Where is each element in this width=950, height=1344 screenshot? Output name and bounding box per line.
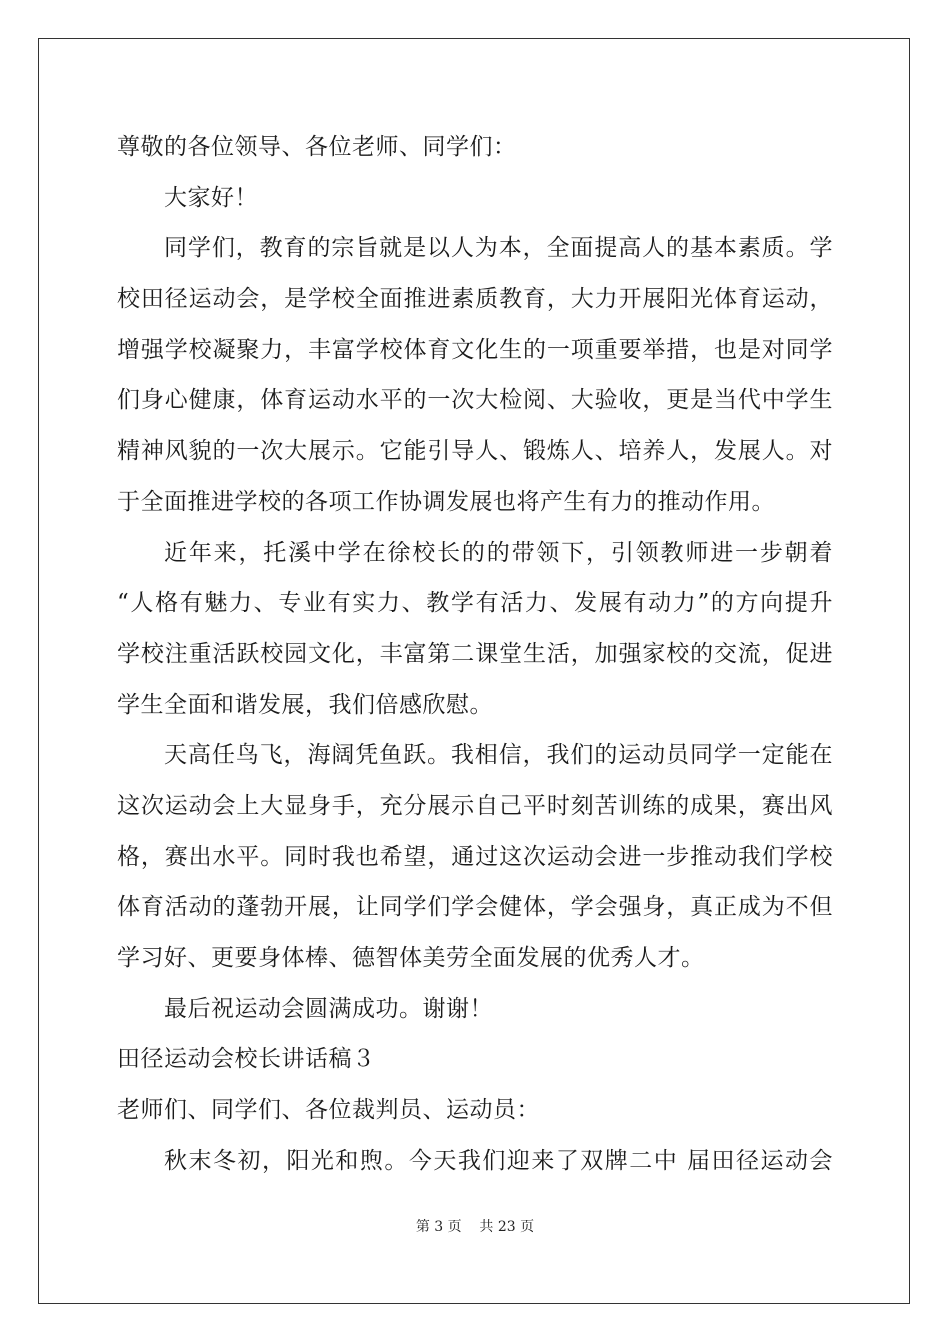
document-body <box>117 122 833 1186</box>
text-line: 学生全面和谐发展，我们倍感欣慰。 <box>117 691 493 718</box>
page-footer <box>0 1216 950 1236</box>
text-line: 老师们、同学们、各位裁判员、运动员： <box>117 1097 540 1124</box>
text-line: 增强学校凝聚力，丰富学校体育文化生的一项重要举措，也是对同学 <box>117 336 833 363</box>
text-line: 天高任鸟飞，海阔凭鱼跃。我相信，我们的运动员同学一定能在 <box>164 742 833 769</box>
section-heading: 田径运动会校长讲话稿３ <box>117 1046 376 1073</box>
text-line: 于全面推进学校的各项工作协调发展也将产生有力的推动作用。 <box>117 488 775 515</box>
text-line: 学校注重活跃校园文化，丰富第二课堂生活，加强家校的交流，促进 <box>117 640 833 667</box>
text-line: 秋末冬初，阳光和煦。今天我们迎来了双牌二中 届田径运动会 <box>164 1147 833 1174</box>
page-number-label: 第 3 页 共 23 页 <box>415 1219 535 1235</box>
text-line: “人格有魅力、专业有实力、教学有活力、发展有动力”的方向提升 <box>117 590 833 617</box>
text-line: 近年来，托溪中学在徐校长的的带领下，引领教师进一步朝着 <box>164 539 833 566</box>
text-line: 学习好、更要身体棒、德智体美劳全面发展的优秀人才。 <box>117 945 705 971</box>
text-line: 尊敬的各位领导、各位老师、同学们： <box>117 134 517 160</box>
text-line: 最后祝运动会圆满成功。谢谢！ <box>164 995 493 1022</box>
text-line: 体育活动的蓬勃开展，让同学们学会健体，学会强身，真正成为不但 <box>117 894 833 921</box>
text-line: 精神风貌的一次大展示。它能引导人、锻炼人、培养人，发展人。对 <box>117 438 833 465</box>
text-line: 大家好！ <box>164 184 258 211</box>
text-line: 同学们，教育的宗旨就是以人为本，全面提高人的基本素质。学 <box>164 235 833 262</box>
text-line: 们身心健康，体育运动水平的一次大检阅、大验收，更是当代中学生 <box>117 387 833 414</box>
text-line: 格，赛出水平。同时我也希望，通过这次运动会进一步推动我们学校 <box>117 843 833 870</box>
text-line: 校田径运动会，是学校全面推进素质教育，大力开展阳光体育运动， <box>117 286 833 313</box>
text-line: 这次运动会上大显身手，充分展示自己平时刻苦训练的成果，赛出风 <box>117 792 833 819</box>
